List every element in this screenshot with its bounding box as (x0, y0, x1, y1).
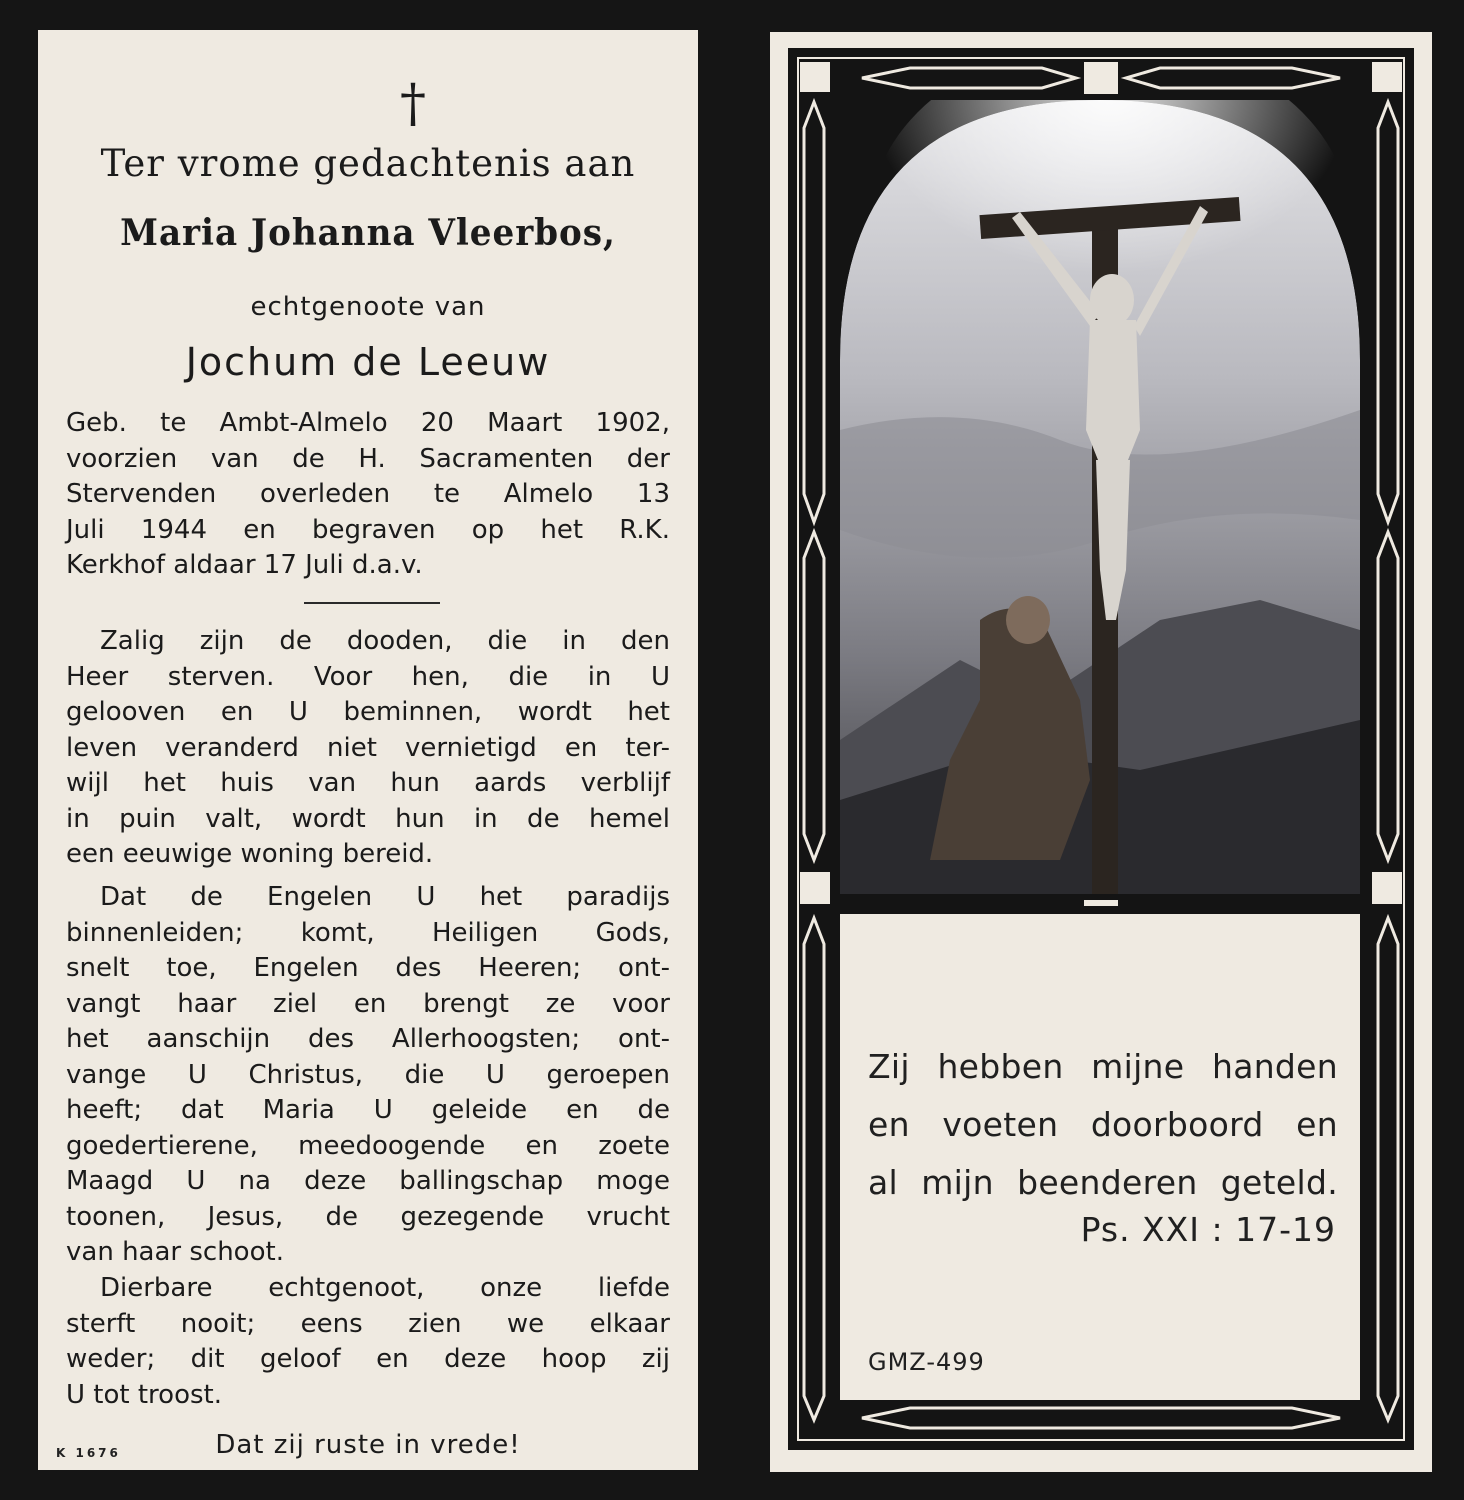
cross-icon: † (400, 74, 426, 134)
closing-line: Dat zij ruste in vrede! (215, 1430, 521, 1460)
text-line: Dierbare echtgenoot, onze liefde (100, 1273, 670, 1303)
text-line: leven veranderd niet vernietigd en ter- (66, 732, 670, 763)
text-line: heeft; dat Maria U geleide en de (66, 1095, 670, 1125)
prayer-paragraph-1 (66, 624, 670, 873)
text-line: Maagd U na deze ballingschap moge (66, 1166, 670, 1196)
text-line: toonen, Jesus, de gezegende vrucht (66, 1201, 670, 1232)
text-line: Dat de Engelen U het paradijs (100, 882, 670, 912)
divider (304, 602, 440, 604)
text-line: U tot troost. (66, 1379, 222, 1410)
print-code: K 1676 (56, 1446, 121, 1460)
psalm-verse (868, 1038, 1338, 1212)
text-line: het aanschijn des Allerhoogsten; ont- (66, 1024, 670, 1054)
intro-line: Ter vrome gedachtenis aan (100, 142, 636, 185)
text-line: in puin valt, wordt hun in de hemel (66, 803, 670, 834)
spouse-of-label: echtgenoote van (250, 292, 486, 322)
prayer-paragraph-3 (66, 1271, 670, 1413)
verse-line: al mijn beenderen geteld. (868, 1163, 1338, 1202)
bio-line: Juli 1944 en begraven op het R.K. (66, 514, 670, 545)
crucifixion-image (840, 100, 1360, 894)
bio-line: Stervenden overleden te Almelo 13 (66, 479, 670, 509)
deceased-name: Maria Johanna Vleerbos, (120, 212, 616, 254)
spouse-name: Jochum de Leeuw (185, 340, 551, 384)
text-line: vange U Christus, die U geroepen (66, 1059, 670, 1090)
text-line: sterft nooit; eens zien we elkaar (66, 1308, 670, 1339)
text-line: wijl het huis van hun aards verblijf (66, 768, 670, 798)
text-line: binnenleiden; komt, Heiligen Gods, (66, 917, 670, 948)
prayer-paragraph-2 (66, 880, 670, 1271)
memorial-text-card (38, 30, 698, 1470)
text-line: goedertierene, meedoogende en zoete (66, 1130, 670, 1161)
bio-line: Kerkhof aldaar 17 Juli d.a.v. (66, 550, 423, 580)
bio-line: Geb. te Ambt-Almelo 20 Maart 1902, (66, 408, 670, 438)
text-line: van haar schoot. (66, 1237, 284, 1267)
text-line: snelt toe, Engelen des Heeren; ont- (66, 953, 670, 983)
text-line: vangt haar ziel en brengt ze voor (66, 988, 670, 1019)
text-line: een eeuwige woning bereid. (66, 839, 434, 869)
print-code: GMZ-499 (868, 1348, 985, 1376)
text-line: weder; dit geloof en deze hoop zij (66, 1344, 670, 1374)
text-line: Zalig zijn de dooden, die in den (100, 626, 670, 656)
text-line: Heer sterven. Voor hen, die in U (66, 661, 670, 692)
devotional-image-card (770, 32, 1432, 1472)
text-line: gelooven en U beminnen, wordt het (66, 697, 670, 727)
bio-line: voorzien van de H. Sacramenten der (66, 443, 670, 474)
biography (66, 406, 670, 584)
verse-reference: Ps. XXI : 17-19 (1080, 1210, 1336, 1249)
verse-line: Zij hebben mijne handen (868, 1047, 1338, 1086)
verse-panel (840, 914, 1360, 1400)
verse-line: en voeten doorboord en (868, 1105, 1338, 1144)
crucifixion-picture (840, 100, 1360, 894)
